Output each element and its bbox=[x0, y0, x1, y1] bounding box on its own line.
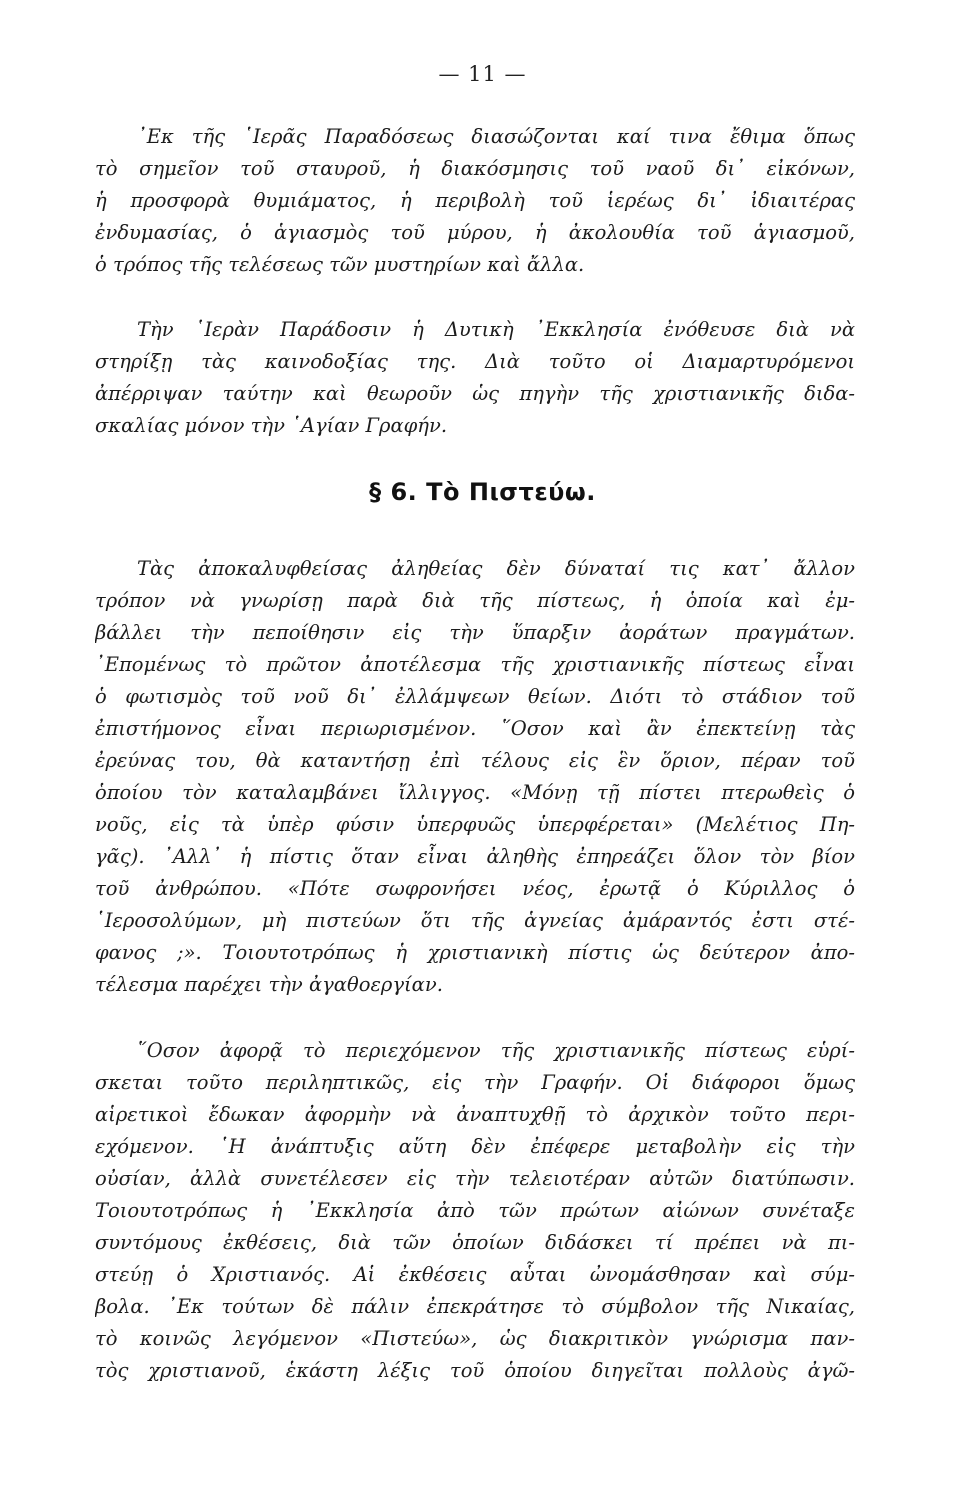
text-line: συντόμους ἐκθέσεις, διὰ τῶν ὁποίων διδάσκει τί πρέπει νὰ πι- bbox=[95, 1231, 855, 1254]
paragraph-traditions bbox=[95, 121, 855, 281]
text-line: ἡ προσφορὰ θυμιάματος, ἡ περιβολὴ τοῦ ἱερέως δι᾿ ἰδιαιτέρας bbox=[95, 189, 855, 212]
text-line: γᾶς). ᾿Αλλ᾿ ἡ πίστις ὅταν εἶναι ἀληθὴς ἐπηρεάζει ὅλον τὸν βίον bbox=[95, 845, 855, 868]
text-line: τὸς χριστιανοῦ, ἑκάστη λέξις τοῦ ὁποίου διηγεῖται πολλοὺς ἀγῶ- bbox=[95, 1359, 855, 1382]
text-line: στηρίξῃ τὰς καινοδοξίας της. Διὰ τοῦτο οἱ Διαμαρτυρόμενοι bbox=[95, 350, 855, 373]
text-line: ἐνδυμασίας, ὁ ἁγιασμὸς τοῦ μύρου, ἡ ἀκολουθία τοῦ ἁγιασμοῦ, bbox=[95, 221, 855, 244]
text-line: τοῦ ἀνθρώπου. «Πότε σωφρονήσει νέος, ἐρωτᾷ ὁ Κύριλλος ὁ bbox=[95, 877, 855, 900]
text-line: ὁ φωτισμὸς τοῦ νοῦ δι᾿ ἐλλάμψεων θείων. Διότι τὸ στάδιον τοῦ bbox=[95, 685, 855, 708]
text-line: φανος ;». Τοιουτοτρόπως ἡ χριστιανικὴ πίστις ὡς δεύτερον ἀπο- bbox=[95, 941, 855, 964]
text-line: τρόπον νὰ γνωρίσῃ παρὰ διὰ τῆς πίστεως, ἡ ὁποία καὶ ἐμ- bbox=[95, 589, 855, 612]
text-line: Τὰς ἀποκαλυφθείσας ἀληθείας δὲν δύναταί τις κατ᾿ ἄλλον bbox=[137, 557, 855, 580]
text-line: ἐρεύνας του, θὰ καταντήσῃ ἐπὶ τέλους εἰς ἓν ὅριον, πέραν τοῦ bbox=[95, 749, 855, 772]
text-line: τέλεσμα παρέχει τὴν ἀγαθοεργίαν. bbox=[95, 973, 443, 996]
text-line: ἀπέρριψαν ταύτην καὶ θεωροῦν ὡς πηγὴν τῆς χριστιανικῆς διδα- bbox=[95, 382, 855, 405]
text-line: σκαλίας μόνον τὴν ῾Αγίαν Γραφήν. bbox=[95, 414, 448, 437]
text-line: οὐσίαν, ἀλλὰ συνετέλεσεν εἰς τὴν τελειοτέραν αὐτῶν διατύπωσιν. bbox=[95, 1167, 855, 1190]
text-line: ἐπιστήμονος εἶναι περιωρισμένον. ῞Οσον καὶ ἂν ἐπεκτείνῃ τὰς bbox=[95, 717, 855, 740]
section-heading: § 6. Τὸ Πιστεύω. bbox=[369, 478, 596, 506]
text-line: ῞Οσον ἀφορᾷ τὸ περιεχόμενον τῆς χριστιανικῆς πίστεως εὑρί- bbox=[137, 1039, 855, 1062]
text-line: ὁ τρόπος τῆς τελέσεως τῶν μυστηρίων καὶ ἄλλα. bbox=[95, 253, 585, 276]
text-line: εχόμενον. ῾Η ἀνάπτυξις αὕτη δὲν ἐπέφερε μεταβολὴν εἰς τὴν bbox=[95, 1135, 855, 1158]
page-number: — 11 — bbox=[438, 62, 527, 86]
text-line: τὸ κοινῶς λεγόμενον «Πιστεύω», ὡς διακριτικὸν γνώρισμα παν- bbox=[95, 1327, 855, 1350]
text-line: αἱρετικοὶ ἔδωκαν ἀφορμὴν νὰ ἀναπτυχθῇ τὸ ἀρχικὸν τοῦτο περι- bbox=[95, 1103, 855, 1126]
text-line: ὁποίου τὸν καταλαμβάνει ἴλλιγγος. «Μόνῃ τῇ πίστει πτερωθεὶς ὁ bbox=[95, 781, 855, 804]
text-line: Τὴν ῾Ιερὰν Παράδοσιν ἡ Δυτικὴ ᾿Εκκλησία ἐνόθευσε διὰ νὰ bbox=[137, 318, 855, 341]
paragraph-creed bbox=[95, 1035, 855, 1387]
text-line: τὸ σημεῖον τοῦ σταυροῦ, ἡ διακόσμησις τοῦ ναοῦ δι᾿ εἰκόνων, bbox=[95, 157, 855, 180]
text-line: ᾿Εκ τῆς ῾Ιερᾶς Παραδόσεως διασώζονται καί τινα ἔθιμα ὅπως bbox=[137, 125, 855, 148]
paragraph-western-church bbox=[95, 314, 855, 442]
text-line: Τοιουτοτρόπως ἡ ᾿Εκκλησία ἀπὸ τῶν πρώτων αἰώνων συνέταξε bbox=[95, 1199, 855, 1222]
text-line: στεύῃ ὁ Χριστιανός. Αἱ ἐκθέσεις αὗται ὠνομάσθησαν καὶ σύμ- bbox=[95, 1263, 855, 1286]
text-line: ᾿Επομένως τὸ πρῶτον ἀποτέλεσμα τῆς χριστιανικῆς πίστεως εἶναι bbox=[95, 653, 855, 676]
paragraph-faith bbox=[95, 553, 855, 1001]
text-line: ῾Ιεροσολύμων, μὴ πιστεύων ὅτι τῆς ἁγνείας ἀμάραντός ἐστι στέ- bbox=[95, 909, 855, 932]
text-line: νοῦς, εἰς τὰ ὑπὲρ φύσιν ὑπερφυῶς ὑπερφέρεται» (Μελέτιος Πη- bbox=[95, 813, 855, 836]
text-line: βάλλει τὴν πεποίθησιν εἰς τὴν ὕπαρξιν ἀοράτων πραγμάτων. bbox=[95, 621, 855, 644]
text-line: σκεται τοῦτο περιληπτικῶς, εἰς τὴν Γραφήν. Οἱ διάφοροι ὅμως bbox=[95, 1071, 855, 1094]
text-line: βολα. ᾿Εκ τούτων δὲ πάλιν ἐπεκράτησε τὸ σύμβολον τῆς Νικαίας, bbox=[95, 1295, 855, 1318]
